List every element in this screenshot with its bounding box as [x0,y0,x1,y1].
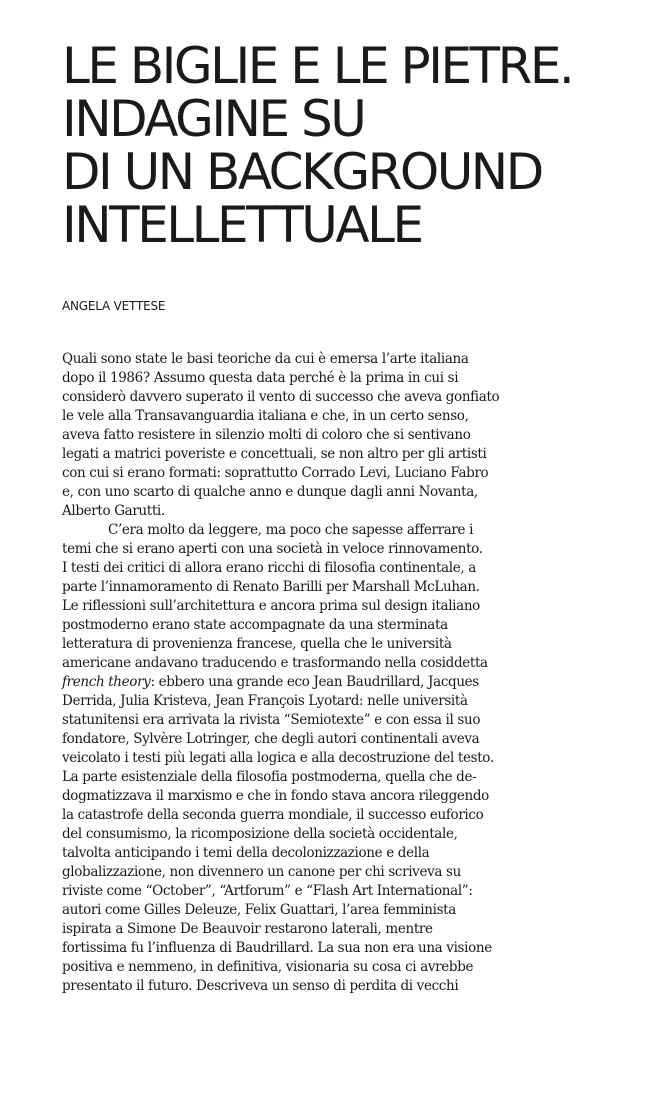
text-line: Derrida, Julia Kristeva, Jean François Lyotard: nelle università [62,693,468,709]
text-line: postmoderno erano state accompagnate da una sterminata [62,617,448,633]
title-line: INTELLETTUALE [62,196,422,254]
italic-term: french theory [62,674,151,690]
text-line: parte l’innamoramento di Renato Barilli per Marshall McLuhan. [62,579,480,595]
title-line: INDAGINE SU [62,90,365,148]
title-line: LE BIGLIE E LE PIETRE. [62,37,573,95]
title-line: DI UN BACKGROUND [62,143,542,201]
text-line: veicolato i testi più legati alla logica e alla decostruzione del testo. [62,750,494,766]
text-line: del consumismo, la ricomposizione della società occidentale, [62,826,458,842]
text-line: I testi dei critici di allora erano ricchi di filosofia continentale, a [62,560,476,576]
text-line: aveva fatto resistere in silenzio molti di coloro che si sentivano [62,427,471,443]
article-title [62,37,622,254]
text-line: globalizzazione, non divennero un canone per chi scriveva su [62,864,461,880]
text-line: letteratura di provenienza francese, quella che le università [62,636,452,652]
text-line: C’era molto da leggere, ma poco che sapesse afferrare i [108,522,474,538]
paragraph-1 [62,350,532,521]
text-line: con cui si erano formati: soprattutto Corrado Levi, Luciano Fabro [62,465,489,481]
text-line: positiva e nemmeno, in definitiva, visionaria su cosa ci avrebbe [62,959,474,975]
text-line: Le riflessioni sull’architettura e ancora prima sul design italiano [62,598,480,614]
article-page [62,37,622,996]
text-line: Quali sono state le basi teoriche da cui è emersa l’arte italiana [62,351,469,367]
text-line: americane andavano traducendo e trasformando nella cosiddetta [62,655,488,671]
text-line: Alberto Garutti. [62,503,165,519]
text-fragment: : ebbero una grande eco Jean Baudrillard, Jacques [150,674,479,690]
text-line: La parte esistenziale della filosofia postmoderna, quella che de- [62,769,477,785]
text-line: le vele alla Transavanguardia italiana e che, in un certo senso, [62,408,469,424]
text-line: riviste come “October”, “Artforum” e “Flash Art International”: [62,883,473,899]
text-line: e, con uno scarto di qualche anno e dunque dagli anni Novanta, [62,484,478,500]
text-line [62,673,532,692]
text-line: fortissima fu l’influenza di Baudrillard. La sua non era una visione [62,940,492,956]
text-line: la catastrofe della seconda guerra mondiale, il successo euforico [62,807,484,823]
text-line: statunitensi era arrivata la rivista “Semiotexte” e con essa il suo [62,712,481,728]
article-body [62,350,532,996]
text-line: presentato il futuro. Descriveva un senso di perdita di vecchi [62,978,459,994]
text-line: ispirata a Simone De Beauvoir restarono laterali, mentre [62,921,433,937]
text-line: dogmatizzava il marxismo e che in fondo stava ancora rileggendo [62,788,489,804]
text-line: legati a matrici poveriste e concettuali, se non altro per gli artisti [62,446,487,462]
text-line: fondatore, Sylvère Lotringer, che degli autori continentali aveva [62,731,480,747]
text-line: temi che si erano aperti con una società in veloce rinnovamento. [62,541,483,557]
author-name: ANGELA VETTESE [62,299,166,313]
paragraph-2 [62,521,532,996]
text-line: autori come Gilles Deleuze, Felix Guattari, l’area femminista [62,902,456,918]
text-line: considerò davvero superato il vento di successo che aveva gonfiato [62,389,500,405]
text-line: talvolta anticipando i temi della decolonizzazione e della [62,845,430,861]
text-line: dopo il 1986? Assumo questa data perché è la prima in cui si [62,370,459,386]
